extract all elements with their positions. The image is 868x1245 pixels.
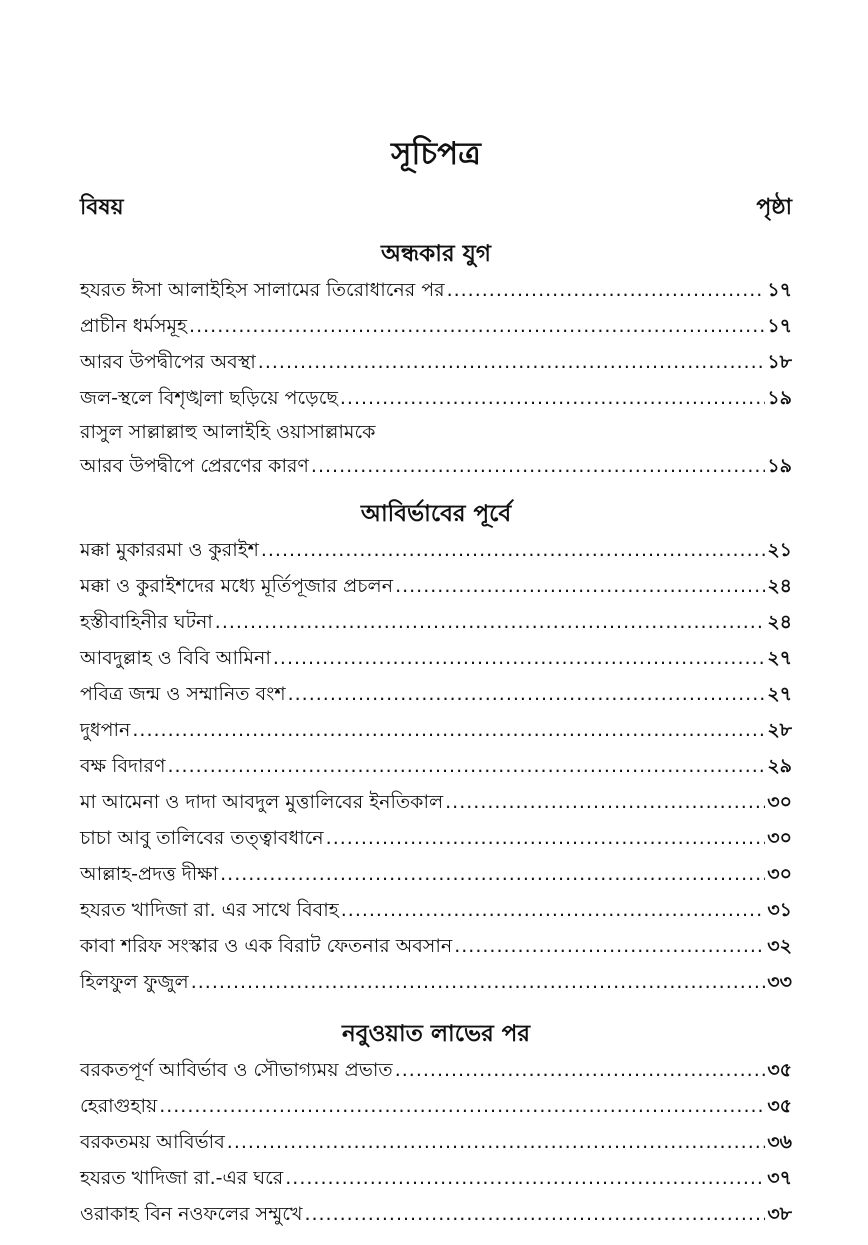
table-of-contents bbox=[80, 130, 792, 1232]
entry-page-number: ২৭ bbox=[767, 647, 792, 669]
entry-page-number: ২৪ bbox=[767, 611, 792, 633]
entry-title: দুধপান bbox=[80, 719, 131, 741]
toc-entry[interactable] bbox=[80, 568, 792, 604]
entry-page-number: ২১ bbox=[767, 539, 792, 561]
dot-leader bbox=[273, 640, 765, 676]
entry-title: হযরত ঈসা আলাইহিস সালামের তিরোধানের পর bbox=[80, 279, 445, 301]
entry-title: জল-স্থলে বিশৃঙ্খলা ছড়িয়ে পড়েছে bbox=[80, 387, 338, 409]
entry-page-number: ২৪ bbox=[767, 575, 792, 597]
toc-entry[interactable] bbox=[80, 820, 792, 856]
entry-title: মক্কা মুকাররমা ও কুরাইশ bbox=[80, 539, 259, 561]
toc-entry[interactable] bbox=[80, 344, 792, 380]
toc-entry[interactable] bbox=[80, 1124, 792, 1160]
dot-leader bbox=[220, 856, 765, 892]
entry-title: কাবা শরিফ সংস্কার ও এক বিরাট ফেতনার অবসান bbox=[80, 935, 453, 957]
entry-title: আরব উপদ্বীপে প্রেরণের কারণ bbox=[80, 455, 309, 477]
toc-entry[interactable] bbox=[80, 784, 792, 820]
entry-page-number: ৩৬ bbox=[767, 1131, 792, 1153]
toc-entry[interactable] bbox=[80, 1160, 792, 1196]
dot-leader bbox=[258, 344, 766, 380]
toc-entry[interactable] bbox=[80, 1088, 792, 1124]
entry-title: রাসুল সাল্লাল্লাহু আলাইহি ওয়াসাল্লামকে bbox=[80, 421, 376, 443]
entry-title: বরকতপূর্ণ আবির্ভাব ও সৌভাগ্যময় প্রভাত bbox=[80, 1059, 393, 1081]
entry-page-number: ৩৮ bbox=[767, 1203, 792, 1225]
toc-entry[interactable] bbox=[80, 676, 792, 712]
subject-header: বিষয় bbox=[80, 195, 124, 220]
dot-leader bbox=[454, 928, 765, 964]
dot-leader bbox=[227, 1124, 766, 1160]
entry-page-number: ৩০ bbox=[767, 791, 792, 813]
entry-page-number: ৩২ bbox=[767, 935, 792, 957]
entry-title: মা আমেনা ও দাদা আবদুল মুত্তালিবের ইনতিকাল bbox=[80, 791, 444, 813]
entry-title: আবদুল্লাহ ও বিবি আমিনা bbox=[80, 647, 271, 669]
entry-title: হিলফুল ফুজুল bbox=[80, 971, 189, 993]
section-heading: নবুওয়াত লাভের পর bbox=[341, 1021, 531, 1047]
toc-entry[interactable] bbox=[80, 640, 792, 676]
entry-page-number: ১৭ bbox=[767, 315, 792, 337]
dot-leader bbox=[159, 1088, 765, 1124]
toc-entry[interactable] bbox=[80, 1052, 792, 1088]
dot-leader bbox=[311, 448, 765, 484]
entry-page-number: ৩৭ bbox=[767, 1167, 792, 1189]
dot-leader bbox=[132, 712, 765, 748]
dot-leader bbox=[447, 272, 766, 308]
entry-page-number: ৩০ bbox=[767, 863, 792, 885]
toc-entry[interactable] bbox=[80, 448, 792, 484]
entry-title: হস্তীবাহিনীর ঘটনা bbox=[80, 611, 213, 633]
entry-title: প্রাচীন ধর্মসমূহ bbox=[80, 315, 188, 337]
entry-page-number: ১৭ bbox=[767, 279, 792, 301]
entry-page-number: ৩০ bbox=[767, 827, 792, 849]
dot-leader bbox=[340, 380, 765, 416]
dot-leader bbox=[304, 1196, 765, 1232]
entry-page-number: ৩৫ bbox=[767, 1095, 792, 1117]
entry-title: হেরাগুহায় bbox=[80, 1095, 158, 1117]
toc-entry[interactable] bbox=[80, 1196, 792, 1232]
toc-entry[interactable] bbox=[80, 308, 792, 344]
entry-title: পবিত্র জন্ম ও সম্মানিত বংশ bbox=[80, 683, 286, 705]
dot-leader bbox=[191, 964, 766, 1000]
dot-leader bbox=[167, 748, 765, 784]
entry-page-number: ১৯ bbox=[767, 455, 792, 477]
section-heading: অন্ধকার যুগ bbox=[381, 241, 491, 267]
dot-leader bbox=[341, 892, 766, 928]
entry-title: বরকতময় আবির্ভাব bbox=[80, 1131, 225, 1153]
dot-leader bbox=[285, 1160, 765, 1196]
entry-title: হযরত খাদিজা রা.-এর ঘরে bbox=[80, 1167, 284, 1189]
dot-leader bbox=[189, 308, 765, 344]
entry-title: মক্কা ও কুরাইশদের মধ্যে মূর্তিপূজার প্রচলন bbox=[80, 575, 394, 597]
entry-page-number: ১৮ bbox=[767, 351, 792, 373]
dot-leader bbox=[395, 1052, 766, 1088]
dot-leader bbox=[215, 604, 766, 640]
section-heading: আবির্ভাবের পূর্বে bbox=[360, 501, 512, 527]
toc-entry[interactable] bbox=[80, 748, 792, 784]
entry-page-number: ৩৩ bbox=[767, 971, 792, 993]
entry-title: আরব উপদ্বীপের অবস্থা bbox=[80, 351, 256, 373]
entry-page-number: ২৯ bbox=[767, 755, 792, 777]
entry-title: হযরত খাদিজা রা. এর সাথে বিবাহ bbox=[80, 899, 339, 921]
dot-leader bbox=[326, 820, 766, 856]
toc-entry[interactable] bbox=[80, 892, 792, 928]
entry-title: ওরাকাহ বিন নওফলের সম্মুখে bbox=[80, 1203, 303, 1225]
entry-page-number: ২৭ bbox=[767, 683, 792, 705]
entry-page-number: ২৮ bbox=[767, 719, 792, 741]
toc-entry[interactable] bbox=[80, 964, 792, 1000]
entry-page-number: ১৯ bbox=[767, 387, 792, 409]
dot-leader bbox=[395, 568, 765, 604]
sections-container bbox=[80, 236, 792, 1232]
toc-entry[interactable] bbox=[80, 416, 792, 448]
toc-entry[interactable] bbox=[80, 604, 792, 640]
toc-entry[interactable] bbox=[80, 928, 792, 964]
entry-title: চাচা আবু তালিবের তত্ত্বাবধানে bbox=[80, 827, 324, 849]
dot-leader bbox=[288, 676, 766, 712]
toc-entry[interactable] bbox=[80, 380, 792, 416]
column-headers bbox=[80, 190, 792, 224]
entry-title: বক্ষ বিদারণ bbox=[80, 755, 166, 777]
toc-entry[interactable] bbox=[80, 532, 792, 568]
page-title: সূচিপত্র bbox=[391, 136, 481, 172]
toc-entry[interactable] bbox=[80, 856, 792, 892]
entry-page-number: ৩৫ bbox=[767, 1059, 792, 1081]
entry-page-number: ৩১ bbox=[767, 899, 792, 921]
page-header: পৃষ্ঠা bbox=[756, 195, 792, 220]
dot-leader bbox=[261, 532, 765, 568]
toc-entry[interactable] bbox=[80, 712, 792, 748]
toc-entry[interactable] bbox=[80, 272, 792, 308]
dot-leader bbox=[445, 784, 765, 820]
entry-title: আল্লাহ-প্রদত্ত দীক্ষা bbox=[80, 863, 219, 885]
